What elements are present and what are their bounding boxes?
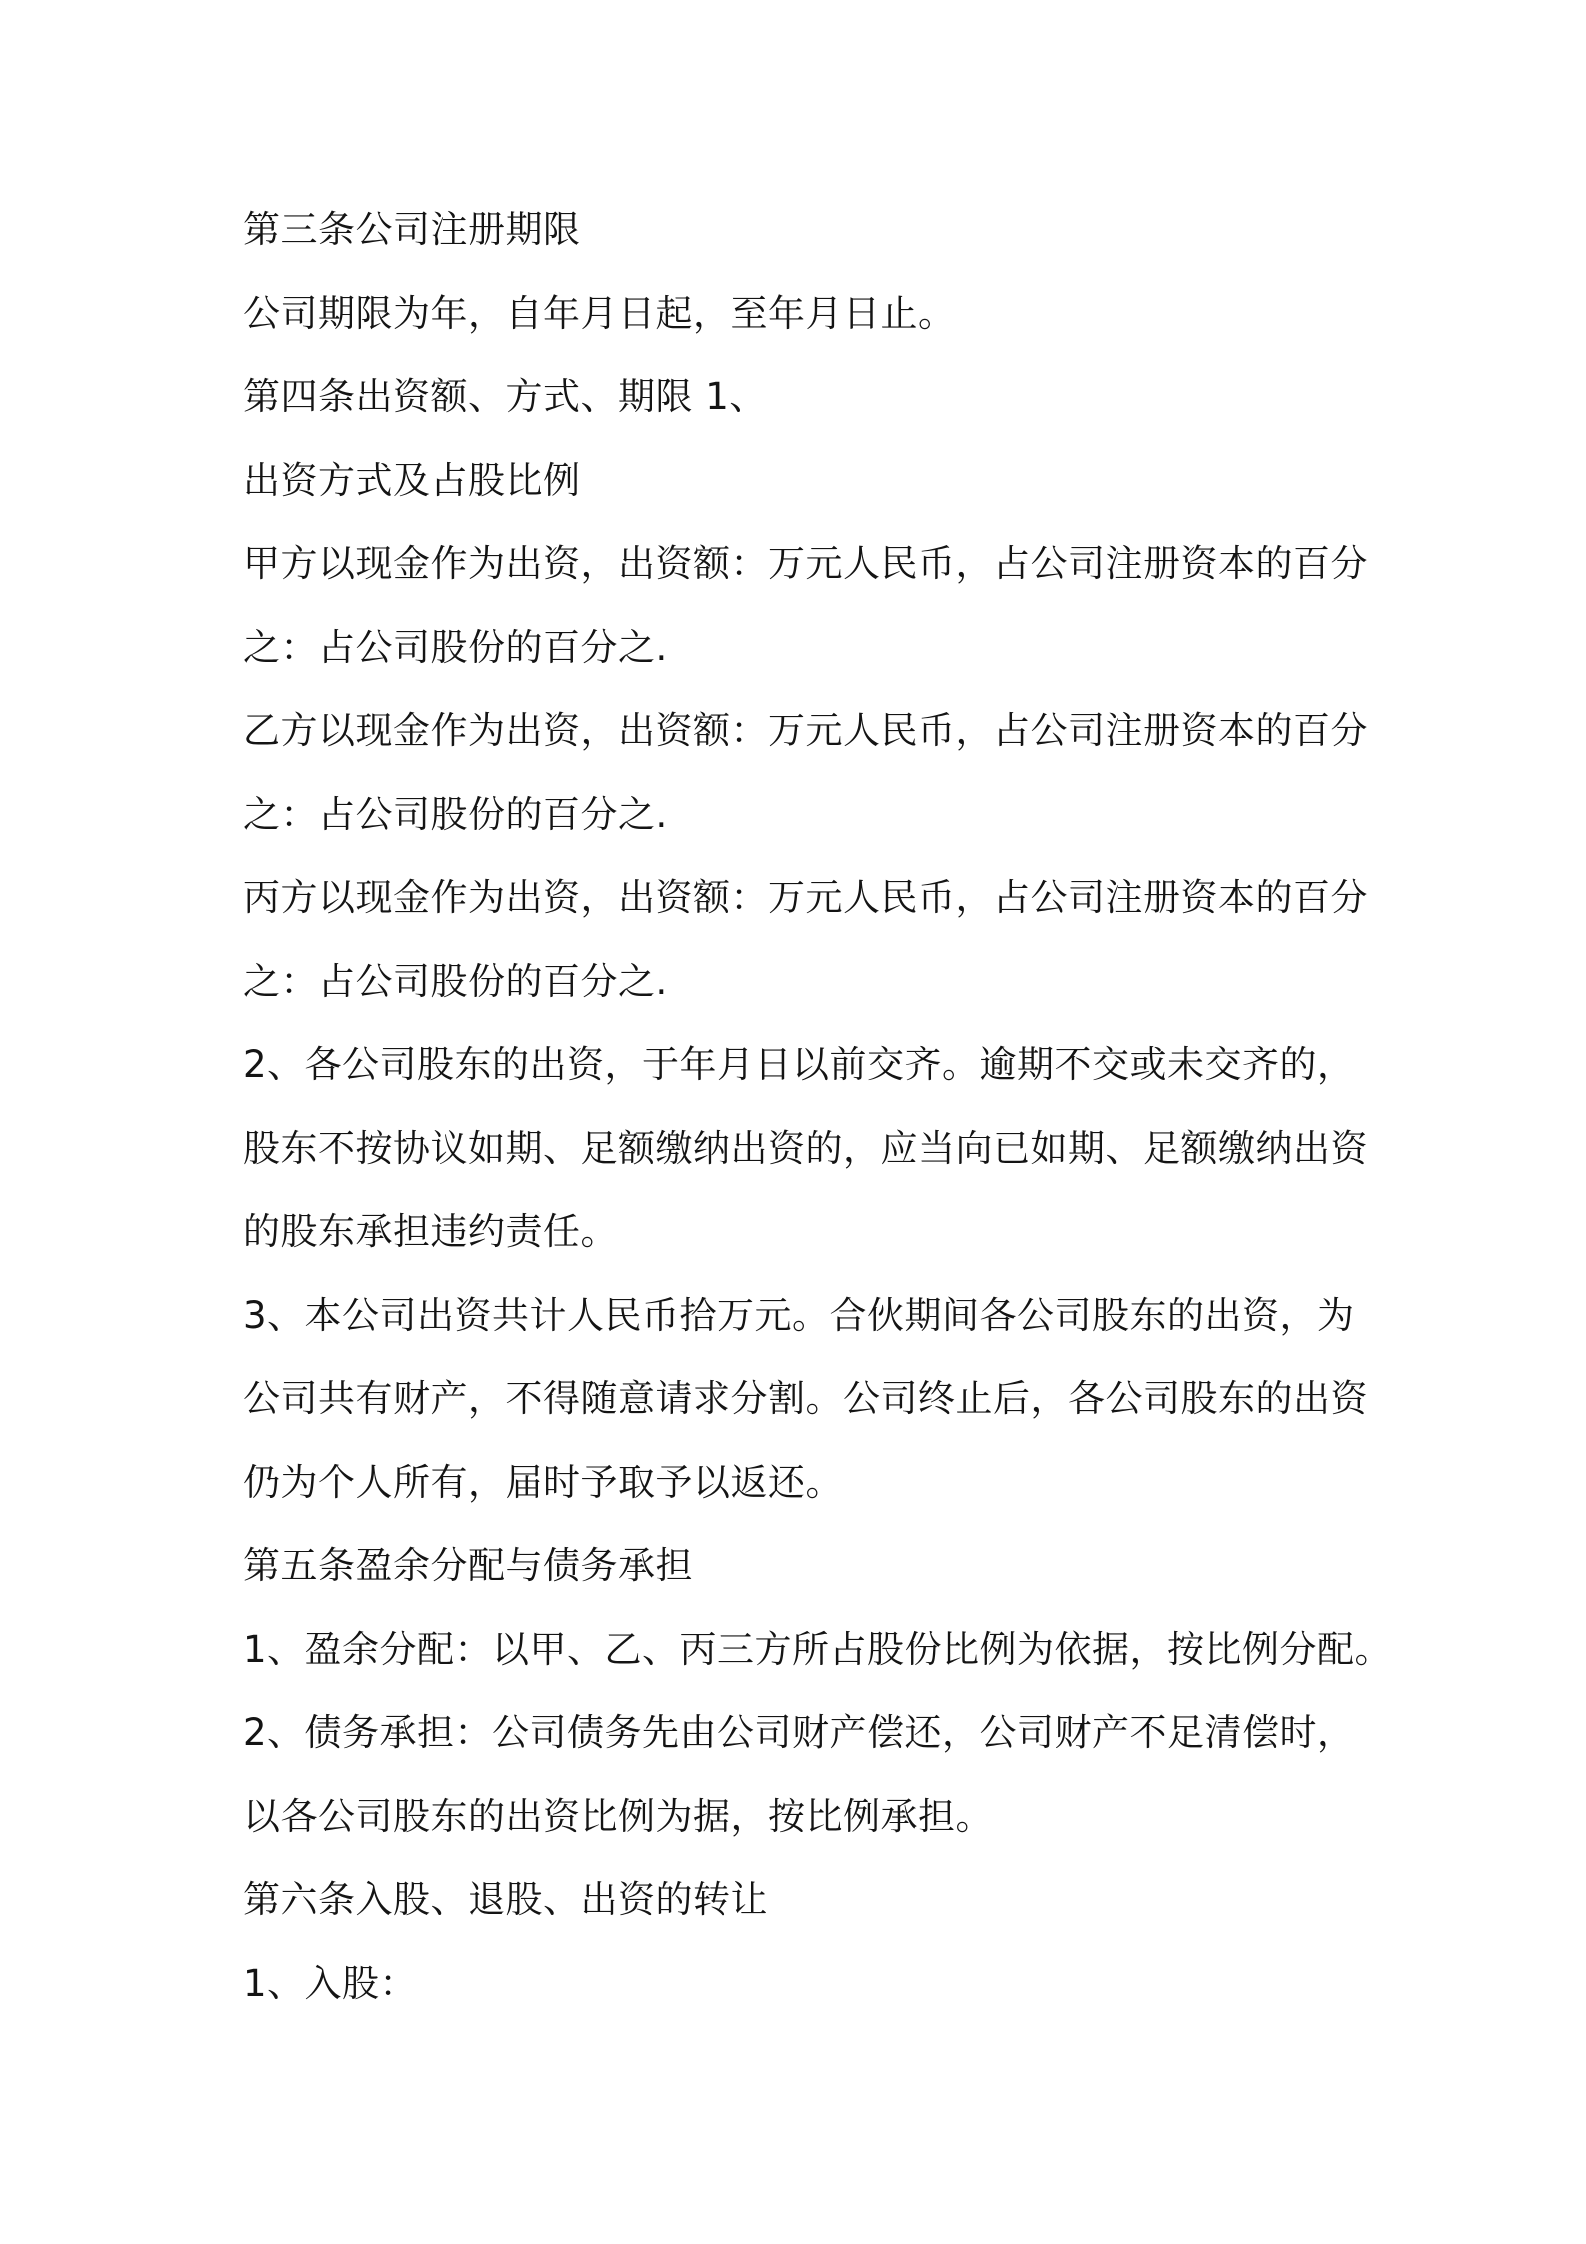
paragraph-line: 2、债务承担：公司债务先由公司财产偿还，公司财产不足清偿时， [243, 1711, 1355, 1754]
paragraph-line: 股东不按协议如期、足额缴纳出资的，应当向已如期、足额缴纳出资 [243, 1126, 1368, 1170]
paragraph-line: 仍为个人所有，届时予取予以返还。 [243, 1460, 843, 1504]
paragraph-line: 公司期限为年，自年月日起，至年月日止。 [243, 291, 956, 335]
paragraph-line: 丙方以现金作为出资，出资额：万元人民币，占公司注册资本的百分 [243, 876, 1368, 919]
paragraph-line: 之：占公司股份的百分之. [243, 792, 668, 836]
paragraph-line: 之：占公司股份的百分之. [243, 625, 668, 669]
document-body [243, 200, 1423, 2037]
paragraph-line: 以各公司股东的出资比例为据，按比例承担。 [243, 1794, 993, 1838]
paragraph-line: 公司共有财产，不得随意请求分割。公司终止后，各公司股东的出资 [243, 1377, 1368, 1420]
paragraph-line: 1、入股： [243, 1961, 418, 2005]
paragraph-line: 2、各公司股东的出资，于年月日以前交齐。逾期不交或未交齐的， [243, 1043, 1355, 1086]
paragraph-line: 的股东承担违约责任。 [243, 1210, 618, 1253]
paragraph-line: 出资方式及占股比例 [243, 458, 581, 502]
paragraph-line: 1、盈余分配：以甲、乙、丙三方所占股份比例为依据，按比例分配。 [243, 1627, 1393, 1671]
article-6-heading: 第六条入股、退股、出资的转让 [243, 1878, 768, 1921]
paragraph-line: 3、本公司出资共计人民币拾万元。合伙期间各公司股东的出资，为 [243, 1293, 1355, 1337]
article-5-heading: 第五条盈余分配与债务承担 [243, 1544, 693, 1587]
paragraph-line: 乙方以现金作为出资，出资额：万元人民币，占公司注册资本的百分 [243, 709, 1368, 752]
article-4-heading: 第四条出资额、方式、期限 1、 [243, 375, 767, 418]
paragraph-line: 甲方以现金作为出资，出资额：万元人民币，占公司注册资本的百分 [243, 542, 1368, 585]
article-3-heading: 第三条公司注册期限 [243, 208, 581, 251]
paragraph-line: 之：占公司股份的百分之. [243, 959, 668, 1003]
